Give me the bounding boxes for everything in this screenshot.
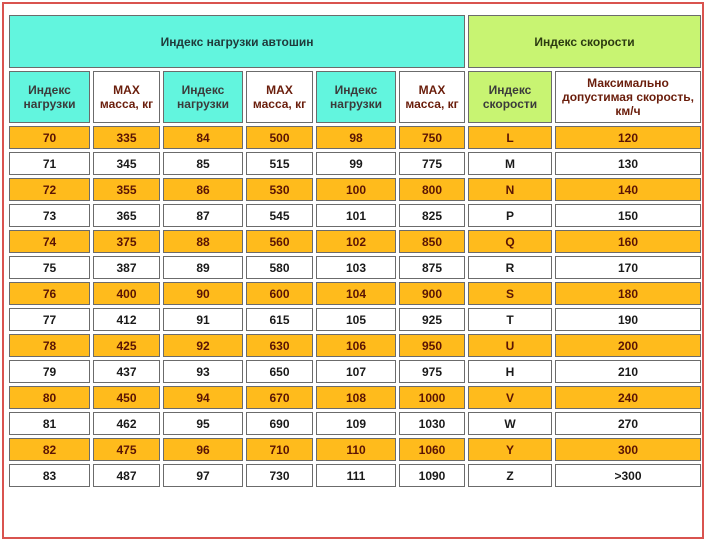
table-cell: 210 [555,360,701,383]
table-cell: 80 [9,386,90,409]
table-cell: 82 [9,438,90,461]
table-cell: 74 [9,230,90,253]
max-speed-col: Максимально допустимая скорость, км/ч [555,71,701,123]
table-cell: 530 [246,178,313,201]
table-row [9,464,701,487]
table-cell: 1030 [399,412,465,435]
load-index-header: Индекс нагрузки автошин [9,15,465,68]
table-cell: 86 [163,178,243,201]
table-cell: 106 [316,334,396,357]
table-cell: 130 [555,152,701,175]
table-cell: 375 [93,230,160,253]
table-cell: 1000 [399,386,465,409]
table-cell: 102 [316,230,396,253]
table-cell: 600 [246,282,313,305]
table-cell: 96 [163,438,243,461]
table-cell: 77 [9,308,90,331]
table-cell: 800 [399,178,465,201]
table-cell: 94 [163,386,243,409]
table-cell: 170 [555,256,701,279]
table-cell: 75 [9,256,90,279]
table-cell: H [468,360,552,383]
table-cell: 775 [399,152,465,175]
table-cell: 190 [555,308,701,331]
table-row [9,334,701,357]
table-cell: 925 [399,308,465,331]
table-cell: V [468,386,552,409]
table-body [9,126,701,487]
speed-index-header: Индекс скорости [468,15,701,68]
table-cell: 99 [316,152,396,175]
table-cell: 690 [246,412,313,435]
table-cell: 750 [399,126,465,149]
table-cell: 1060 [399,438,465,461]
table-cell: 450 [93,386,160,409]
max-mass-col-3: MAX масса, кг [399,71,465,123]
table-cell: 345 [93,152,160,175]
table-cell: 111 [316,464,396,487]
table-cell: U [468,334,552,357]
table-cell: 300 [555,438,701,461]
table-cell: 72 [9,178,90,201]
table-cell: 487 [93,464,160,487]
table-cell: 335 [93,126,160,149]
table-cell: 120 [555,126,701,149]
max-mass-col-2: MAX масса, кг [246,71,313,123]
table-row [9,178,701,201]
table-row [9,308,701,331]
load-index-col-3: Индекс нагрузки [316,71,396,123]
table-cell: 93 [163,360,243,383]
table-cell: T [468,308,552,331]
tire-index-table [6,12,704,490]
table-cell: 950 [399,334,465,357]
table-row [9,152,701,175]
table-cell: 107 [316,360,396,383]
table-row [9,282,701,305]
max-mass-col-1: MAX масса, кг [93,71,160,123]
table-cell: 108 [316,386,396,409]
table-cell: 462 [93,412,160,435]
table-cell: 615 [246,308,313,331]
table-cell: Y [468,438,552,461]
table-cell: 710 [246,438,313,461]
table-cell: 91 [163,308,243,331]
table-cell: 109 [316,412,396,435]
table-cell: Z [468,464,552,487]
table-cell: 150 [555,204,701,227]
table-cell: 97 [163,464,243,487]
table-cell: 1090 [399,464,465,487]
table-cell: R [468,256,552,279]
table-cell: 670 [246,386,313,409]
table-cell: 88 [163,230,243,253]
table-cell: 387 [93,256,160,279]
table-row [9,360,701,383]
table-cell: 89 [163,256,243,279]
table-row [9,230,701,253]
table-cell: 875 [399,256,465,279]
table-cell: 200 [555,334,701,357]
table-cell: 70 [9,126,90,149]
table-cell: 79 [9,360,90,383]
table-cell: 95 [163,412,243,435]
table-cell: W [468,412,552,435]
table-cell: 560 [246,230,313,253]
table-cell: L [468,126,552,149]
table-cell: 98 [316,126,396,149]
table-row [9,412,701,435]
table-cell: M [468,152,552,175]
table-cell: 365 [93,204,160,227]
table-row [9,256,701,279]
table-cell: 73 [9,204,90,227]
table-cell: 825 [399,204,465,227]
table-cell: Q [468,230,552,253]
table-cell: 630 [246,334,313,357]
table-cell: 900 [399,282,465,305]
table-cell: N [468,178,552,201]
table-cell: 84 [163,126,243,149]
table-cell: 515 [246,152,313,175]
table-cell: 160 [555,230,701,253]
table-cell: 580 [246,256,313,279]
load-index-col-2: Индекс нагрузки [163,71,243,123]
table-cell: 240 [555,386,701,409]
table-cell: 110 [316,438,396,461]
table-cell: 103 [316,256,396,279]
table-cell: 650 [246,360,313,383]
table-cell: 90 [163,282,243,305]
table-row [9,204,701,227]
table-cell: P [468,204,552,227]
table-cell: 412 [93,308,160,331]
table-cell: 101 [316,204,396,227]
table-cell: 475 [93,438,160,461]
table-cell: 100 [316,178,396,201]
table-cell: 545 [246,204,313,227]
table-row [9,386,701,409]
table-cell: 850 [399,230,465,253]
table-cell: 87 [163,204,243,227]
table-cell: 140 [555,178,701,201]
table-cell: 104 [316,282,396,305]
table-cell: 78 [9,334,90,357]
table-cell: 975 [399,360,465,383]
table-cell: 105 [316,308,396,331]
table-row [9,126,701,149]
table-cell: 437 [93,360,160,383]
table-cell: 730 [246,464,313,487]
table-cell: 500 [246,126,313,149]
table-cell: 180 [555,282,701,305]
table-cell: >300 [555,464,701,487]
table-cell: 270 [555,412,701,435]
table-cell: 81 [9,412,90,435]
table-cell: 85 [163,152,243,175]
speed-index-col: Индекс скорости [468,71,552,123]
table-cell: S [468,282,552,305]
load-index-col-1: Индекс нагрузки [9,71,90,123]
table-cell: 92 [163,334,243,357]
table-cell: 355 [93,178,160,201]
table-row [9,438,701,461]
table-cell: 425 [93,334,160,357]
table-cell: 76 [9,282,90,305]
table-cell: 400 [93,282,160,305]
table-cell: 71 [9,152,90,175]
table-cell: 83 [9,464,90,487]
